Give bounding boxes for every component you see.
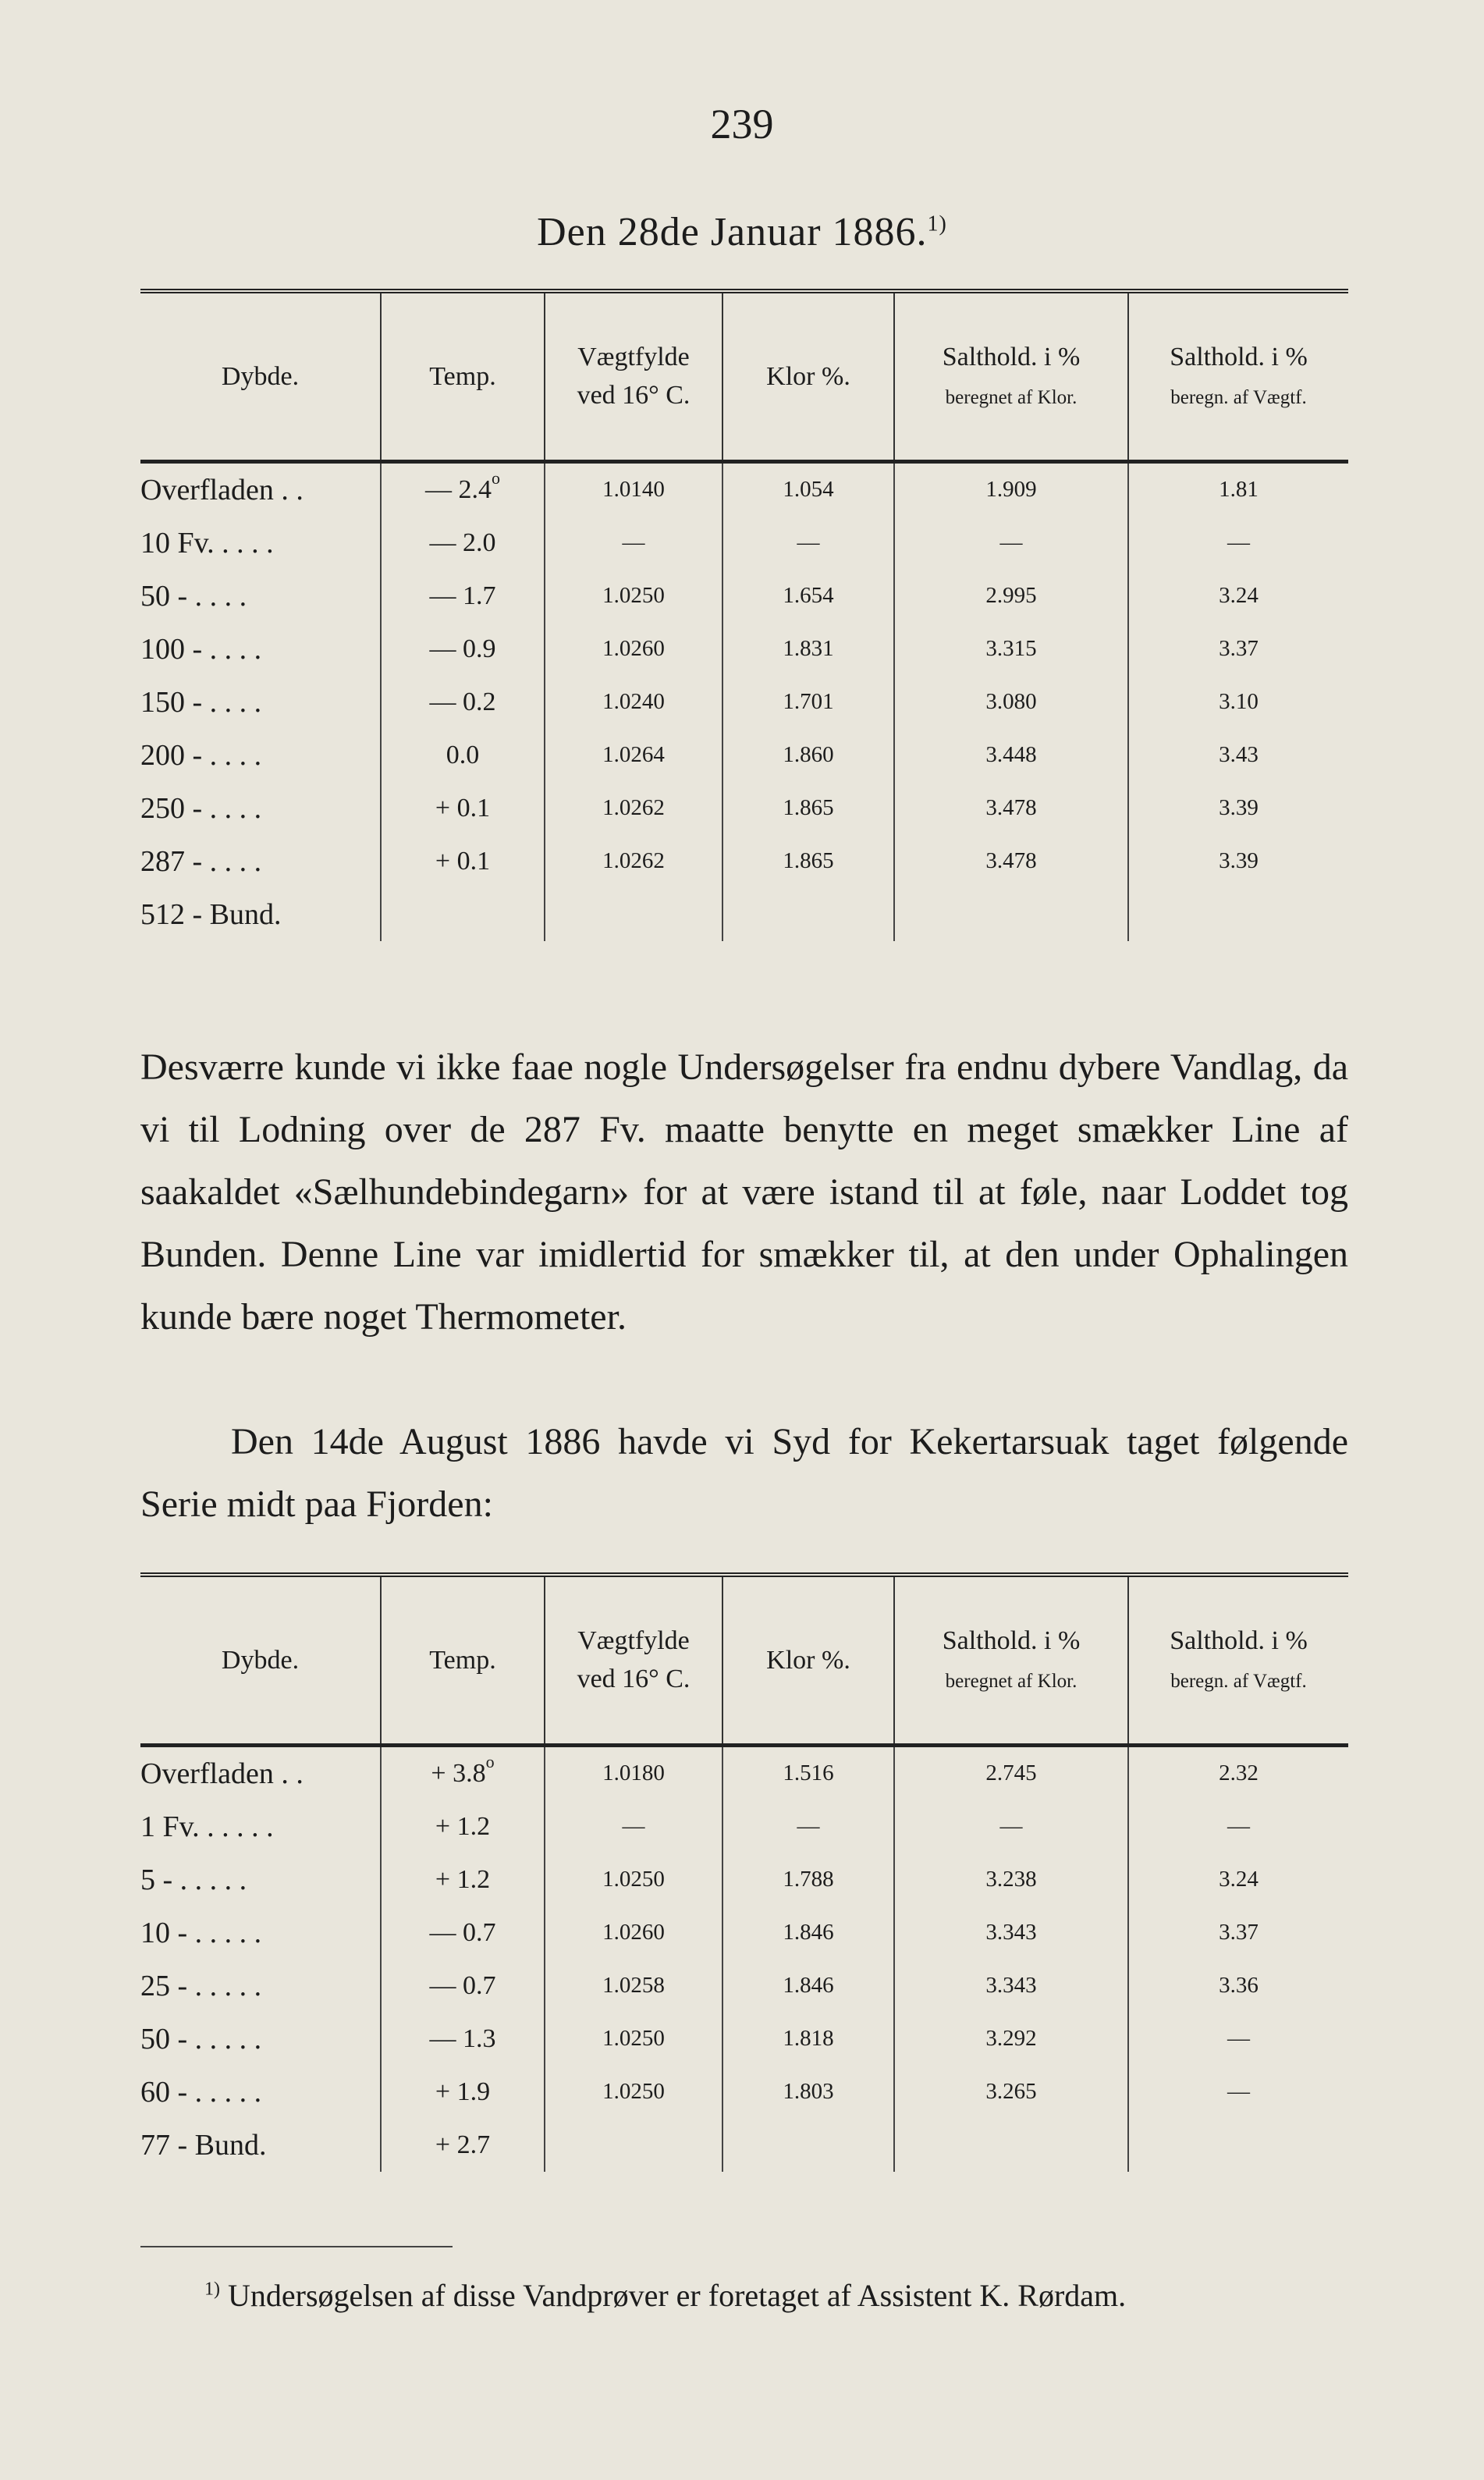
cell-depth: 512 - Bund. <box>140 897 282 931</box>
cell-temp <box>381 782 545 835</box>
cell-chlorine: 1.054 <box>722 461 894 517</box>
table-row <box>140 1906 1348 1959</box>
temp-value: + 1.9 <box>435 2077 491 2106</box>
cell-temp <box>381 1800 545 1853</box>
cell-temp <box>381 835 545 888</box>
cell-depth: 287 - . . . . <box>140 844 262 878</box>
col-density <box>545 1575 722 1745</box>
cell-salinity-sg: — <box>1128 2066 1348 2119</box>
cell-temp <box>381 1853 545 1906</box>
cell-density: 1.0262 <box>545 835 722 888</box>
table-august <box>140 1572 1348 2172</box>
cell-chlorine: — <box>722 1800 894 1853</box>
col-density-line1: Vægtfylde <box>577 342 690 371</box>
col-salinity-cl-line1: Salthold. i % <box>942 1626 1081 1655</box>
footnote-mark: 1) <box>204 2279 220 2300</box>
table-header <box>140 1575 1348 1745</box>
cell-chlorine: 1.701 <box>722 676 894 729</box>
col-depth: Dybde. <box>221 361 300 391</box>
cell-density: 1.0264 <box>545 729 722 782</box>
table-row <box>140 1853 1348 1906</box>
cell-salinity-cl: — <box>894 517 1128 570</box>
cell-salinity-cl: 3.448 <box>894 729 1128 782</box>
table-row <box>140 1745 1348 1800</box>
footnote <box>204 2277 1126 2314</box>
cell-salinity-sg: 3.24 <box>1128 1853 1348 1906</box>
cell-density: — <box>545 517 722 570</box>
cell-depth: 150 - . . . . <box>140 685 262 719</box>
temp-value: 0.0 <box>446 740 480 769</box>
cell-salinity-sg: 3.10 <box>1128 676 1348 729</box>
cell-depth: 1 Fv. . . . . . <box>140 1810 274 1843</box>
cell-temp <box>381 2119 545 2172</box>
cell-chlorine: 1.803 <box>722 2066 894 2119</box>
col-salinity-cl-line2: beregnet af Klor. <box>945 1671 1077 1693</box>
cell-depth: Overfladen . . <box>140 473 304 506</box>
cell-salinity-cl: 3.478 <box>894 835 1128 888</box>
cell-chlorine: 1.860 <box>722 729 894 782</box>
cell-salinity-cl: 3.478 <box>894 782 1128 835</box>
paragraph-august: Den 14de August 1886 havde vi Syd for Kekertarsuak taget følgende Serie midt paa Fjorden: <box>140 1421 1348 1525</box>
cell-temp <box>381 729 545 782</box>
col-chlorine: Klor %. <box>722 1575 894 1745</box>
cell-density: 1.0240 <box>545 676 722 729</box>
cell-salinity-cl: 2.995 <box>894 570 1128 623</box>
cell-depth: 250 - . . . . <box>140 791 262 825</box>
col-salinity-cl-line2: beregnet af Klor. <box>945 387 1077 409</box>
cell-density: 1.0250 <box>545 2013 722 2066</box>
cell-chlorine <box>722 2119 894 2172</box>
temp-value: — 0.7 <box>429 1917 496 1947</box>
cell-depth: Overfladen . . <box>140 1757 304 1790</box>
cell-chlorine: 1.865 <box>722 782 894 835</box>
col-density-line1: Vægtfylde <box>577 1626 690 1655</box>
temp-value: — 2.0 <box>429 528 496 557</box>
col-depth: Dybde. <box>221 1645 300 1675</box>
cell-temp <box>381 1745 545 1800</box>
paragraph-lodning: Desværre kunde vi ikke faae nogle Undersøgelser fra endnu dybere Vandlag, da vi til Lodning over de 287 Fv. maatte benytte en meget smækker Line af saakaldet «Sælhundebindegarn» for at være istand til at føle, naar Loddet tog Bunden. Denne Line var imidlertid for smækker til, at den under Ophalingen kunde bære noget Thermometer. <box>140 1046 1348 1338</box>
cell-salinity-cl: 3.315 <box>894 623 1128 676</box>
cell-density: 1.0258 <box>545 1959 722 2013</box>
cell-salinity-cl <box>894 888 1128 941</box>
cell-depth: 5 - . . . . . <box>140 1863 247 1896</box>
col-chlorine: Klor %. <box>722 291 894 461</box>
cell-depth: 200 - . . . . <box>140 738 262 772</box>
cell-salinity-sg: 3.24 <box>1128 570 1348 623</box>
cell-temp <box>381 1906 545 1959</box>
cell-density: 1.0250 <box>545 1853 722 1906</box>
temp-value: + 0.1 <box>435 846 491 876</box>
table-row <box>140 1959 1348 2013</box>
table-row <box>140 2066 1348 2119</box>
table-row <box>140 2013 1348 2066</box>
cell-salinity-sg: — <box>1128 2013 1348 2066</box>
col-density-line2: ved 16° C. <box>577 1665 691 1694</box>
cell-salinity-sg <box>1128 888 1348 941</box>
temp-value: + 0.1 <box>435 793 491 823</box>
cell-salinity-sg: 3.37 <box>1128 623 1348 676</box>
table-row <box>140 676 1348 729</box>
cell-salinity-sg: 3.39 <box>1128 835 1348 888</box>
cell-temp <box>381 623 545 676</box>
cell-density: 1.0262 <box>545 782 722 835</box>
cell-salinity-sg: 3.37 <box>1128 1906 1348 1959</box>
cell-salinity-cl: 1.909 <box>894 461 1128 517</box>
col-salinity-cl <box>894 291 1128 461</box>
cell-chlorine: — <box>722 517 894 570</box>
section-heading-january <box>0 209 1484 255</box>
cell-salinity-cl <box>894 2119 1128 2172</box>
table-row <box>140 729 1348 782</box>
col-salinity-sg-line2: beregn. af Vægtf. <box>1170 387 1307 409</box>
temp-value: + 3.8 <box>431 1758 486 1788</box>
cell-salinity-cl: 3.265 <box>894 2066 1128 2119</box>
cell-salinity-sg: — <box>1128 1800 1348 1853</box>
col-salinity-sg <box>1128 1575 1348 1745</box>
cell-depth: 25 - . . . . . <box>140 1969 262 2002</box>
col-temp: Temp. <box>381 291 545 461</box>
cell-depth: 50 - . . . . <box>140 579 247 613</box>
table-header <box>140 291 1348 461</box>
col-salinity-cl-line1: Salthold. i % <box>942 342 1081 371</box>
page-number: 239 <box>710 101 774 147</box>
cell-chlorine: 1.818 <box>722 2013 894 2066</box>
cell-density: — <box>545 1800 722 1853</box>
cell-salinity-cl: 2.745 <box>894 1745 1128 1800</box>
cell-depth: 10 - . . . . . <box>140 1916 262 1949</box>
cell-chlorine: 1.831 <box>722 623 894 676</box>
cell-temp <box>381 1959 545 2013</box>
cell-salinity-sg: 3.36 <box>1128 1959 1348 2013</box>
col-salinity-sg-line2: beregn. af Vægtf. <box>1170 1671 1307 1693</box>
cell-depth: 60 - . . . . . <box>140 2075 262 2109</box>
cell-depth: 10 Fv. . . . . <box>140 526 274 560</box>
degree-mark: o <box>485 1751 495 1771</box>
cell-density: 1.0180 <box>545 1745 722 1800</box>
cell-temp <box>381 517 545 570</box>
col-salinity-sg-line1: Salthold. i % <box>1170 342 1308 371</box>
temp-value: + 1.2 <box>435 1864 491 1894</box>
footnote-reference: 1) <box>927 211 947 236</box>
temp-value: — 0.7 <box>429 1970 496 2000</box>
cell-density: 1.0250 <box>545 2066 722 2119</box>
table-body <box>140 461 1348 941</box>
table-row <box>140 2119 1348 2172</box>
cell-density: 1.0140 <box>545 461 722 517</box>
cell-salinity-sg: — <box>1128 517 1348 570</box>
table-row <box>140 517 1348 570</box>
cell-density: 1.0260 <box>545 623 722 676</box>
cell-depth: 50 - . . . . . <box>140 2022 262 2055</box>
table-row <box>140 835 1348 888</box>
cell-salinity-cl: 3.292 <box>894 2013 1128 2066</box>
cell-chlorine: 1.654 <box>722 570 894 623</box>
temp-value: — 0.2 <box>429 687 496 716</box>
cell-density: 1.0260 <box>545 1906 722 1959</box>
cell-salinity-sg: 3.43 <box>1128 729 1348 782</box>
cell-salinity-sg: 1.81 <box>1128 461 1348 517</box>
table-january <box>140 289 1348 941</box>
cell-chlorine: 1.516 <box>722 1745 894 1800</box>
temp-value: — 1.3 <box>429 2023 496 2053</box>
cell-chlorine <box>722 888 894 941</box>
cell-salinity-cl: — <box>894 1800 1128 1853</box>
cell-temp <box>381 676 545 729</box>
temp-value: + 1.2 <box>435 1811 491 1841</box>
cell-chlorine: 1.846 <box>722 1906 894 1959</box>
cell-depth: 77 - Bund. <box>140 2128 267 2162</box>
table-row <box>140 623 1348 676</box>
temp-value: — 0.9 <box>429 634 496 663</box>
temp-value: + 2.7 <box>435 2130 491 2159</box>
heading-text: Den 28de Januar 1886. <box>537 210 928 254</box>
cell-chlorine: 1.788 <box>722 1853 894 1906</box>
footnote-text: Undersøgelsen af disse Vandprøver er foretaget af Assistent K. Rørdam. <box>228 2278 1127 2313</box>
table-body <box>140 1745 1348 2172</box>
cell-chlorine: 1.846 <box>722 1959 894 2013</box>
table-row <box>140 782 1348 835</box>
cell-salinity-sg: 3.39 <box>1128 782 1348 835</box>
col-density-line2: ved 16° C. <box>577 381 691 410</box>
cell-depth: 100 - . . . . <box>140 632 262 666</box>
table-row <box>140 461 1348 517</box>
cell-salinity-cl: 3.080 <box>894 676 1128 729</box>
cell-density: 1.0250 <box>545 570 722 623</box>
table-row <box>140 888 1348 941</box>
cell-temp <box>381 888 545 941</box>
cell-temp <box>381 2066 545 2119</box>
table-row <box>140 570 1348 623</box>
cell-temp <box>381 461 545 517</box>
cell-density <box>545 888 722 941</box>
cell-salinity-cl: 3.238 <box>894 1853 1128 1906</box>
temp-value: — 1.7 <box>429 581 496 610</box>
cell-temp <box>381 2013 545 2066</box>
degree-mark: o <box>492 467 500 488</box>
cell-salinity-sg: 2.32 <box>1128 1745 1348 1800</box>
col-salinity-sg <box>1128 291 1348 461</box>
col-salinity-cl <box>894 1575 1128 1745</box>
table-row <box>140 1800 1348 1853</box>
cell-temp <box>381 570 545 623</box>
temp-value: — 2.4 <box>425 474 492 504</box>
cell-chlorine: 1.865 <box>722 835 894 888</box>
col-density <box>545 291 722 461</box>
col-temp: Temp. <box>381 1575 545 1745</box>
cell-salinity-sg <box>1128 2119 1348 2172</box>
cell-density <box>545 2119 722 2172</box>
cell-salinity-cl: 3.343 <box>894 1906 1128 1959</box>
col-salinity-sg-line1: Salthold. i % <box>1170 1626 1308 1655</box>
cell-salinity-cl: 3.343 <box>894 1959 1128 2013</box>
footnote-rule <box>140 2246 453 2247</box>
